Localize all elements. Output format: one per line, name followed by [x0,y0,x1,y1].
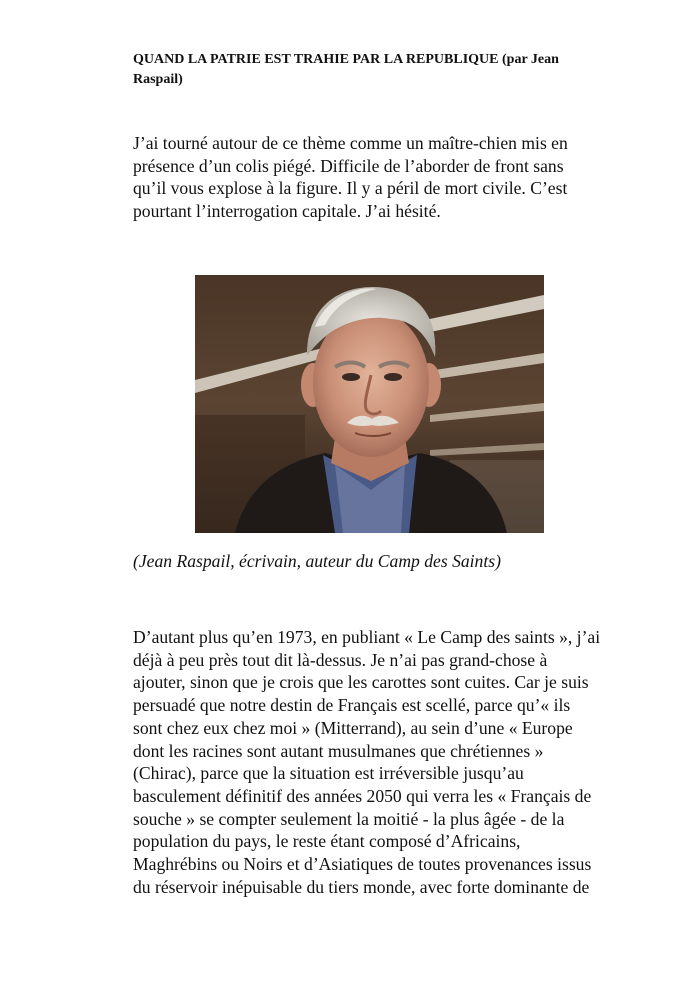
body-paragraph [133,626,653,898]
text-line: persuadé que notre destin de Français est scellé, parce qu’« ils [133,695,571,716]
text-line: présence d’un colis piégé. Difficile de l’aborder de front sans [133,155,564,176]
author-portrait-photo [195,275,544,533]
photo-caption: (Jean Raspail, écrivain, auteur du Camp des Saints) [133,551,501,571]
text-line: D’autant plus qu’en 1973, en publiant « Le Camp des saints », j’ai [133,627,601,647]
text-line: sont chez eux chez moi » (Mitterrand), au sein d’une « Europe [133,717,573,738]
article-title [133,50,643,90]
title-line: QUAND LA PATRIE EST TRAHIE PAR LA REPUBLIQUE (par Jean [133,52,559,67]
text-line: qu’il vous explose à la figure. Il y a péril de mort civile. C’est [133,178,568,199]
text-line: souche » se compter seulement la moitié - la plus âgée - de la [133,808,565,829]
text-line: ajouter, sinon que je crois que les carottes sont cuites. Car je suis [133,672,589,693]
text-line: pourtant l’interrogation capitale. J’ai hésité. [133,201,441,222]
title-line: Raspail) [133,72,183,87]
text-line: dont les racines sont autant musulmanes que chrétiennes » [133,740,544,761]
text-line: basculement définitif des années 2050 qui verra les « Français de [133,785,592,806]
text-line: du réservoir inépuisable du tiers monde, avec forte dominante de [133,876,590,897]
text-line: Maghrébins ou Noirs et d’Asiatiques de toutes provenances issus [133,854,592,875]
text-line: population du pays, le reste étant composé d’Africains, [133,831,521,852]
text-line: J’ai tourné autour de ce thème comme un maître-chien mis en [133,133,568,153]
text-line: (Chirac), parce que la situation est irréversible jusqu’au [133,763,524,784]
intro-paragraph [133,132,653,223]
portrait-illustration [195,275,544,533]
text-line: déjà à peu près tout dit là-dessus. Je n’ai pas grand-chose à [133,649,548,670]
